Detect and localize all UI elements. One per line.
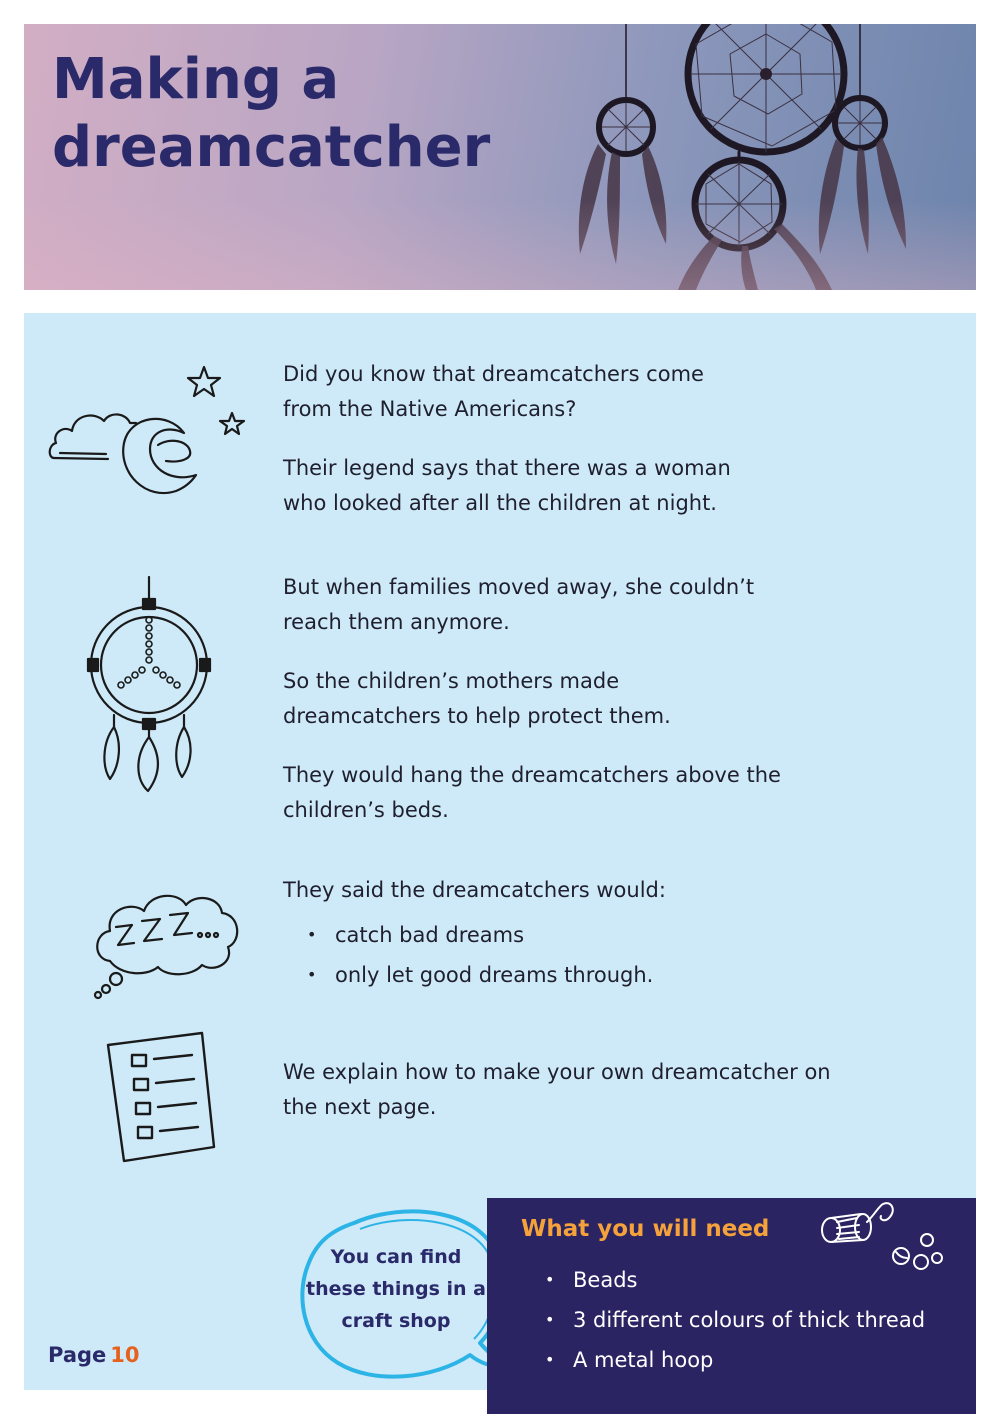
list-item: • A metal hoop bbox=[521, 1340, 925, 1380]
materials-title: What you will need bbox=[521, 1216, 770, 1242]
header-banner bbox=[24, 24, 976, 290]
list-item: • 3 different colours of thick thread bbox=[521, 1300, 925, 1340]
page-label: Page bbox=[48, 1343, 107, 1367]
next-page-note: We explain how to make your own dreamcatcher on the next page. bbox=[283, 1060, 831, 1119]
story-paragraph-1: But when families moved away, she couldn’t reach them anymore. bbox=[283, 575, 755, 634]
title-line-2: dreamcatcher bbox=[52, 115, 491, 180]
title-line-1: Making a bbox=[52, 47, 340, 112]
dreamcatcher-photo bbox=[546, 24, 976, 290]
intro-paragraph-1: Did you know that dreamcatchers come from the Native Americans? bbox=[283, 362, 704, 421]
story-paragraph-2: So the children’s mothers made dreamcatchers to help protect them. bbox=[283, 669, 671, 728]
story-paragraph-3: They would hang the dreamcatchers above the children’s beds. bbox=[283, 763, 781, 822]
dreamcatcher-icon bbox=[84, 575, 214, 795]
materials-box bbox=[487, 1198, 976, 1414]
page-number bbox=[48, 1343, 140, 1367]
legend-intro: They said the dreamcatchers would: bbox=[283, 878, 666, 902]
materials-list bbox=[521, 1260, 925, 1380]
callout-text: You can find these things in a craft shop bbox=[306, 1246, 486, 1332]
list-item: • catch bad dreams bbox=[283, 915, 653, 955]
intro-paragraph-2: Their legend says that there was a woman who looked after all the children at night. bbox=[283, 456, 731, 515]
page-number-value: 10 bbox=[110, 1343, 140, 1367]
legend-bullet-list bbox=[283, 915, 653, 995]
checklist-icon bbox=[104, 1029, 222, 1165]
sleep-bubble-icon bbox=[88, 873, 248, 1003]
list-item: • only let good dreams through. bbox=[283, 955, 653, 995]
moon-cloud-stars-icon bbox=[46, 363, 251, 503]
page-title bbox=[52, 46, 490, 182]
list-item: • Beads bbox=[521, 1260, 925, 1300]
